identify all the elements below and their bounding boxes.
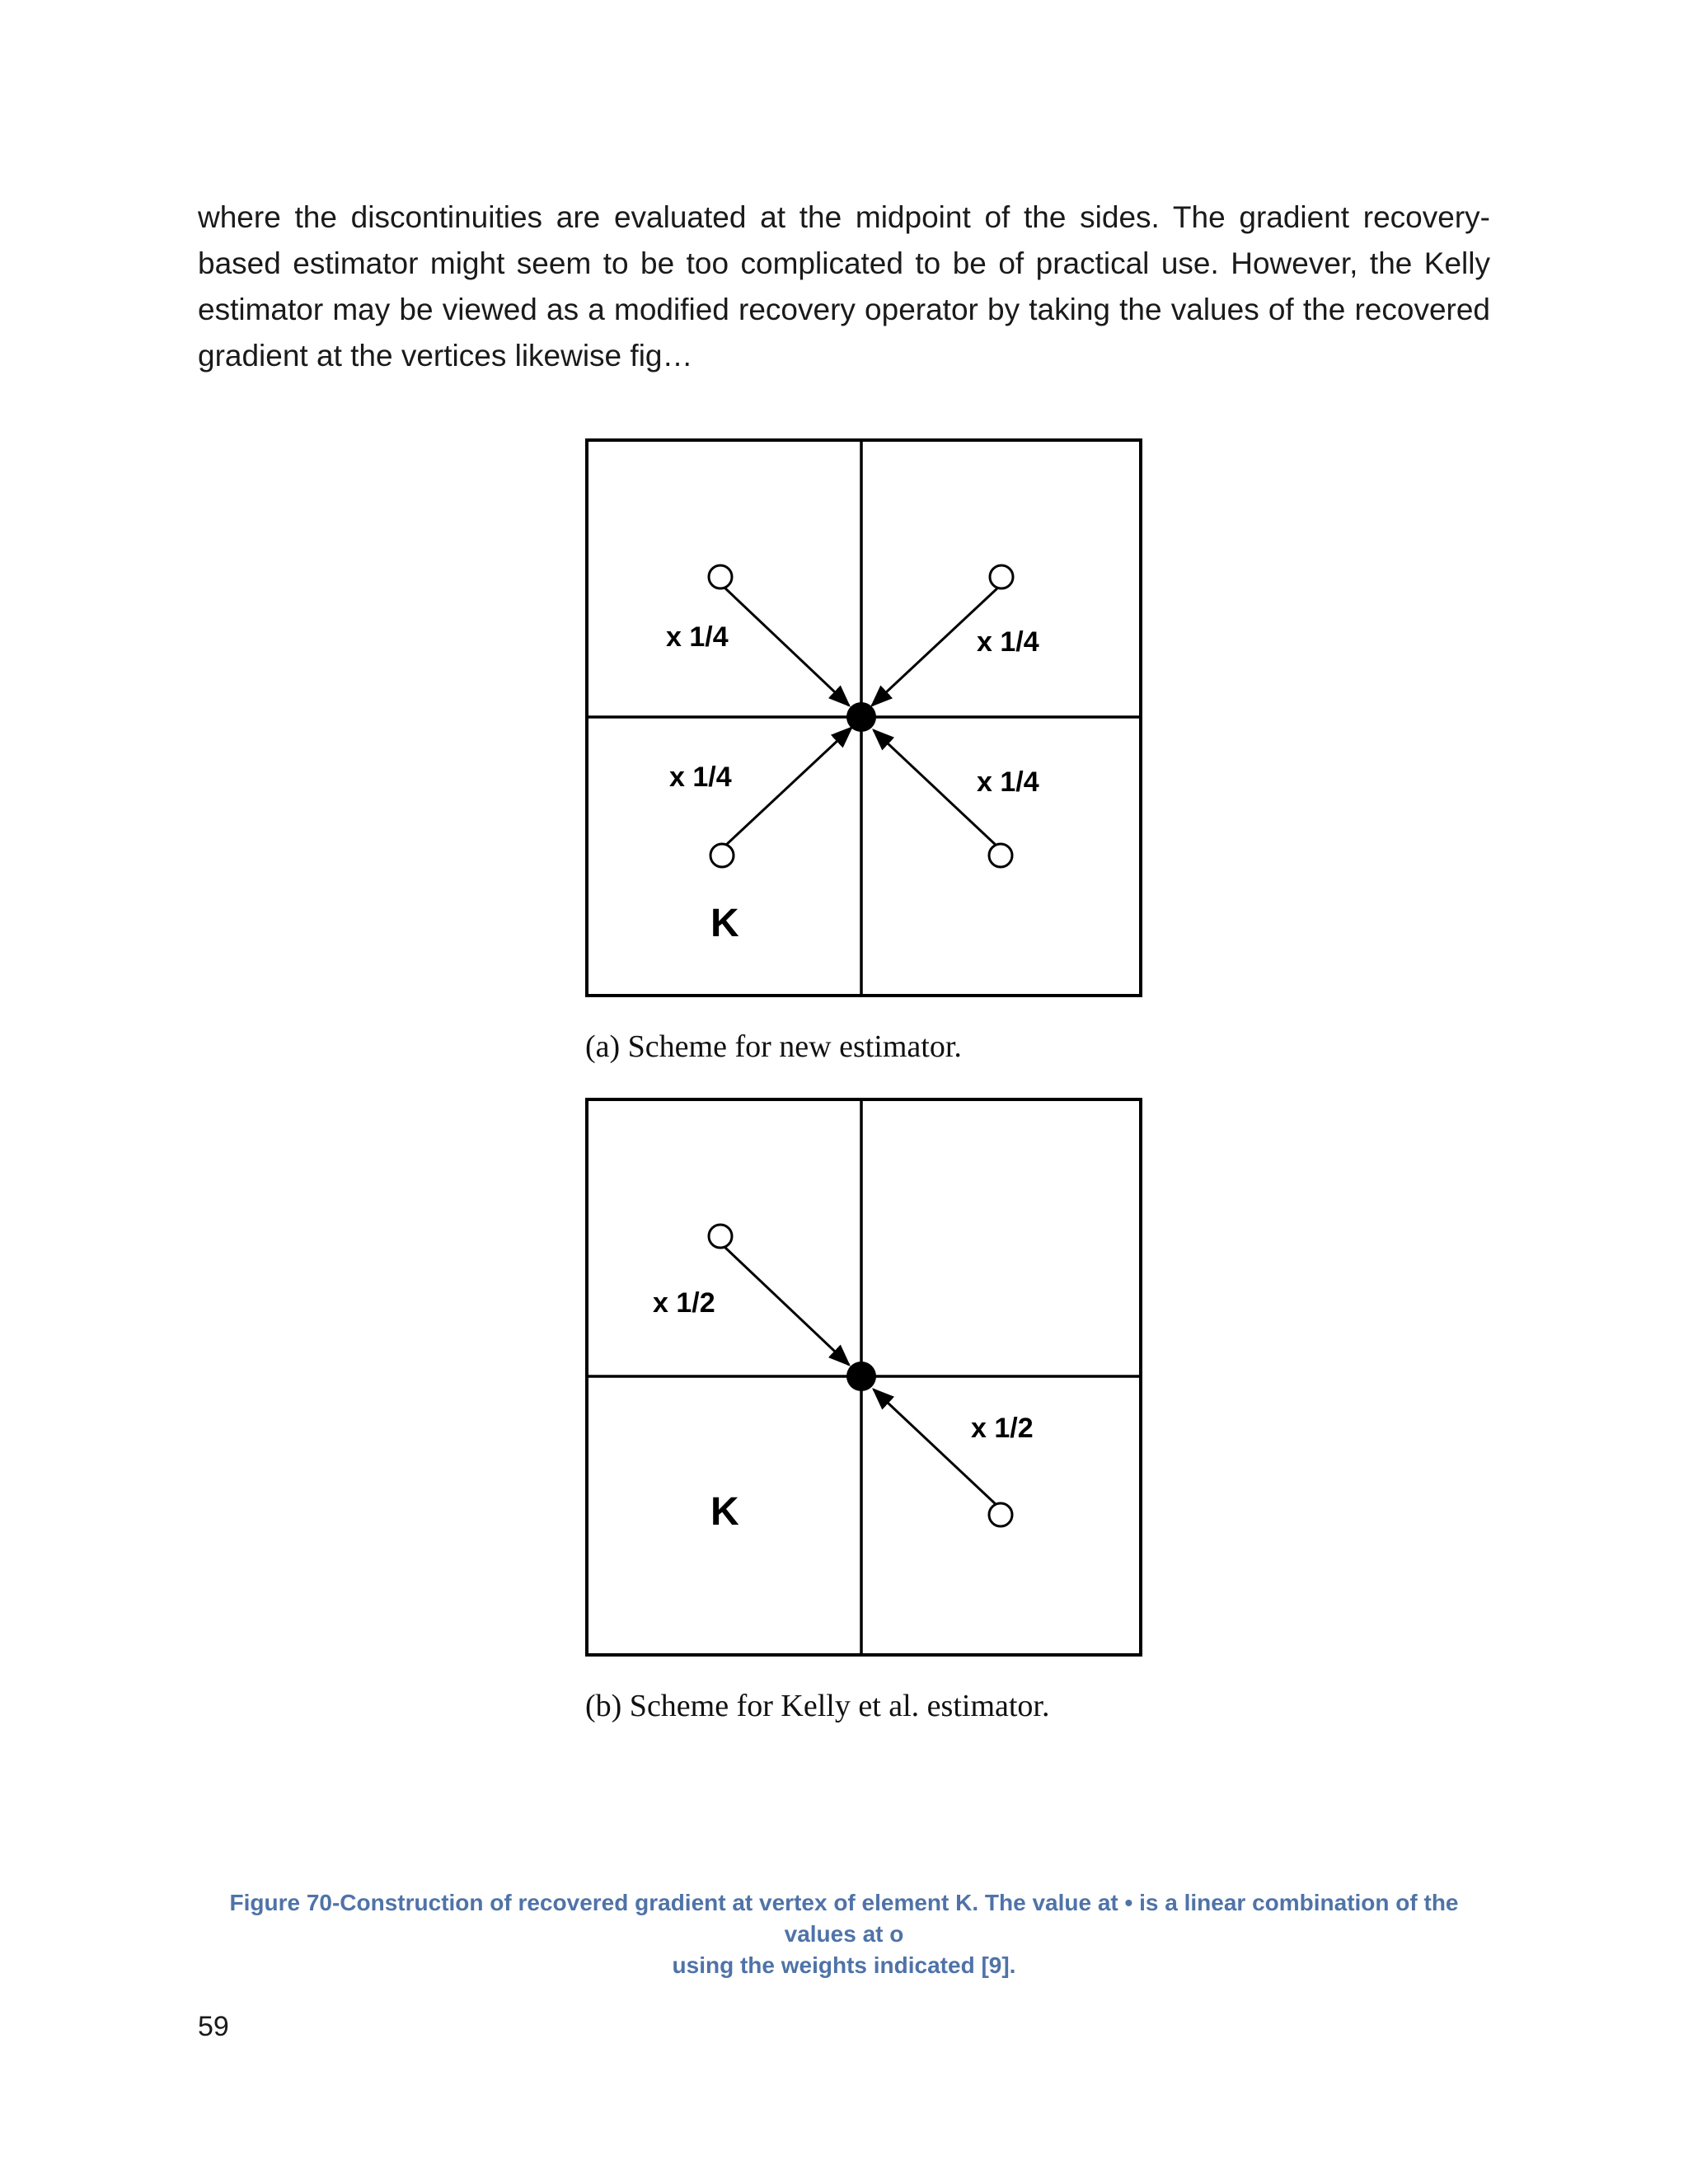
page-number: 59: [198, 2011, 229, 2042]
body-paragraph: [198, 194, 1490, 379]
figure-b: [577, 1093, 1154, 1752]
arrow-bottom-right: [874, 1390, 997, 1506]
figure-b-subcaption: (b) Scheme for Kelly et al. estimator.: [585, 1689, 1050, 1723]
weight-label: x 1/4: [977, 626, 1039, 658]
arrow-top-left: [724, 1246, 849, 1365]
arrow-top-left: [724, 587, 849, 705]
paragraph-line: based estimator might seem to be too complicated to be of practical use. However, the Kelly: [198, 246, 1490, 280]
source-point-circle: [709, 1225, 732, 1248]
element-k-label: K: [710, 902, 739, 945]
figure-b-diagram: [577, 1093, 1154, 1670]
source-point-circle: [990, 565, 1013, 588]
weight-label: x 1/4: [669, 762, 732, 793]
source-point-circle: [989, 844, 1012, 867]
figure-caption: [198, 1887, 1490, 1981]
figure-a: [577, 434, 1154, 1093]
recovered-vertex-dot: [846, 1361, 876, 1391]
recovered-vertex-dot: [846, 702, 876, 732]
source-point-circle: [709, 565, 732, 588]
arrow-bottom-left: [725, 728, 851, 846]
source-point-circle: [989, 1503, 1012, 1526]
weight-label: x 1/2: [653, 1287, 715, 1319]
source-point-circle: [710, 844, 734, 867]
figure-a-diagram: [577, 434, 1154, 1010]
weight-label: x 1/4: [977, 766, 1039, 798]
weight-label: x 1/2: [971, 1413, 1034, 1444]
caption-line: Figure 70-Construction of recovered gradient at vertex of element K. The value at • is a linear combination of the values at o: [229, 1890, 1459, 1947]
paragraph-line: where the discontinuities are evaluated at the midpoint of the sides. The gradient recovery-: [198, 200, 1490, 234]
paragraph-line: estimator may be viewed as a modified recovery operator by taking the values of the recovered: [198, 293, 1490, 326]
element-k-label: K: [710, 1490, 739, 1534]
weight-label: x 1/4: [666, 621, 729, 653]
caption-line: using the weights indicated [9].: [672, 1952, 1016, 1978]
paragraph-line: gradient at the vertices likewise fig…: [198, 339, 693, 373]
figure-a-subcaption: (a) Scheme for new estimator.: [585, 1029, 962, 1064]
